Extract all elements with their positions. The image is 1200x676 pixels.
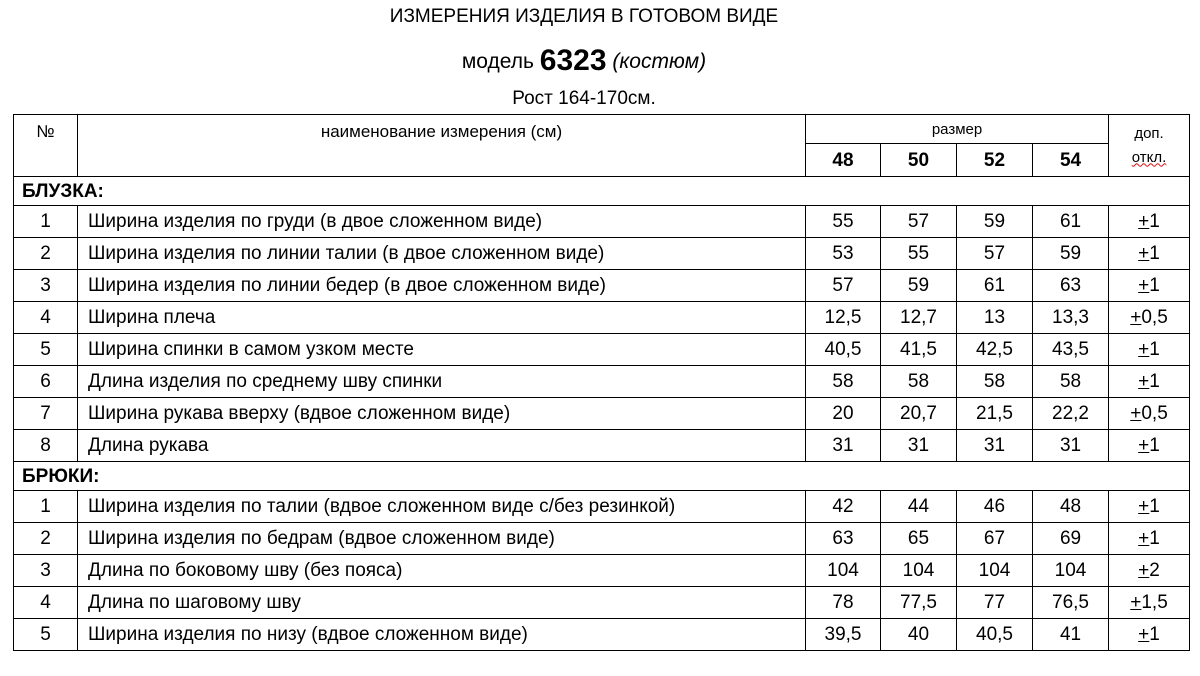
row-number: 1	[14, 206, 78, 238]
table-row	[14, 587, 1190, 619]
measurement-name: Длина рукава	[78, 430, 806, 462]
measurement-name: Длина по шаговому шву	[78, 587, 806, 619]
tolerance-cell	[1109, 587, 1190, 619]
measurement-name: Ширина изделия по линии бедер (в двое сложенном виде)	[78, 270, 806, 302]
page-title: ИЗМЕРЕНИЯ ИЗДЕЛИЯ В ГОТОВОМ ВИДЕ	[389, 6, 779, 27]
table-row	[14, 398, 1190, 430]
tolerance-sign: +	[1138, 528, 1150, 549]
size-54: 54	[1033, 144, 1109, 177]
tolerance-sign: +	[1138, 371, 1150, 392]
size-value-52: 67	[957, 523, 1033, 555]
tolerance-value: 1	[1149, 435, 1160, 456]
size-value-50: 59	[881, 270, 957, 302]
col-header-number: №	[14, 115, 78, 177]
size-value-48: 58	[806, 366, 881, 398]
tolerance-value: 0,5	[1141, 307, 1168, 328]
size-value-54: 59	[1033, 238, 1109, 270]
section-row	[14, 462, 1190, 491]
measurement-name: Длина по боковому шву (без пояса)	[78, 555, 806, 587]
model-label: модель	[461, 50, 534, 73]
size-48: 48	[806, 144, 881, 177]
table-row	[14, 206, 1190, 238]
size-value-50: 58	[881, 366, 957, 398]
size-value-52: 58	[957, 366, 1033, 398]
row-number: 5	[14, 334, 78, 366]
size-value-54: 63	[1033, 270, 1109, 302]
size-value-54: 43,5	[1033, 334, 1109, 366]
tolerance-cell	[1109, 238, 1190, 270]
row-number: 4	[14, 302, 78, 334]
size-value-50: 41,5	[881, 334, 957, 366]
col-header-name: наименование измерения (см)	[78, 115, 806, 177]
size-value-52: 42,5	[957, 334, 1033, 366]
row-number: 8	[14, 430, 78, 462]
section-row	[14, 177, 1190, 206]
tolerance-cell	[1109, 619, 1190, 651]
tolerance-value: 1	[1149, 528, 1160, 549]
row-number: 2	[14, 523, 78, 555]
size-value-50: 40	[881, 619, 957, 651]
tolerance-cell	[1109, 398, 1190, 430]
section-title: БРЮКИ:	[14, 462, 1190, 491]
tolerance-sign: +	[1138, 243, 1150, 264]
col-header-tolerance	[1109, 115, 1190, 177]
row-number: 2	[14, 238, 78, 270]
size-value-48: 57	[806, 270, 881, 302]
tolerance-cell	[1109, 491, 1190, 523]
size-value-52: 59	[957, 206, 1033, 238]
size-value-54: 13,3	[1033, 302, 1109, 334]
tolerance-value: 1,5	[1141, 592, 1168, 613]
size-value-54: 22,2	[1033, 398, 1109, 430]
measurement-name: Ширина изделия по низу (вдвое сложенном виде)	[78, 619, 806, 651]
tolerance-sign: +	[1130, 307, 1142, 328]
size-value-52: 31	[957, 430, 1033, 462]
measurement-name: Ширина плеча	[78, 302, 806, 334]
table-header-row	[14, 115, 1190, 144]
size-value-48: 63	[806, 523, 881, 555]
row-number: 3	[14, 555, 78, 587]
section-title: БЛУЗКА:	[14, 177, 1190, 206]
size-value-54: 48	[1033, 491, 1109, 523]
table-row	[14, 619, 1190, 651]
tolerance-cell	[1109, 270, 1190, 302]
measurement-name: Ширина спинки в самом узком месте	[78, 334, 806, 366]
tolerance-cell	[1109, 302, 1190, 334]
measurement-name: Ширина изделия по груди (в двое сложенном виде)	[78, 206, 806, 238]
size-value-52: 77	[957, 587, 1033, 619]
tolerance-value: 2	[1149, 560, 1160, 581]
tolerance-sign: +	[1138, 496, 1150, 517]
measurement-name: Ширина рукава вверху (вдвое сложенном виде)	[78, 398, 806, 430]
size-value-52: 21,5	[957, 398, 1033, 430]
size-value-48: 55	[806, 206, 881, 238]
size-value-48: 20	[806, 398, 881, 430]
row-number: 6	[14, 366, 78, 398]
tolerance-value: 1	[1149, 371, 1160, 392]
tolerance-sign: +	[1130, 403, 1142, 424]
measurement-name: Ширина изделия по линии талии (в двое сложенном виде)	[78, 238, 806, 270]
table-row	[14, 430, 1190, 462]
tolerance-sign: +	[1130, 592, 1142, 613]
size-value-54: 104	[1033, 555, 1109, 587]
table-row	[14, 334, 1190, 366]
size-value-54: 31	[1033, 430, 1109, 462]
table-row	[14, 238, 1190, 270]
size-value-48: 78	[806, 587, 881, 619]
size-value-52: 40,5	[957, 619, 1033, 651]
size-value-50: 65	[881, 523, 957, 555]
tolerance-cell	[1109, 366, 1190, 398]
tolerance-value: 1	[1149, 275, 1160, 296]
col-header-tolerance-line1: доп.	[1134, 125, 1164, 143]
size-value-48: 104	[806, 555, 881, 587]
size-value-54: 58	[1033, 366, 1109, 398]
tolerance-cell	[1109, 523, 1190, 555]
table-row	[14, 523, 1190, 555]
size-value-54: 76,5	[1033, 587, 1109, 619]
tolerance-cell	[1109, 430, 1190, 462]
measurement-name: Длина изделия по среднему шву спинки	[78, 366, 806, 398]
tolerance-sign: +	[1138, 624, 1150, 645]
measurements-table	[13, 114, 1190, 651]
tolerance-sign: +	[1138, 275, 1150, 296]
tolerance-sign: +	[1138, 560, 1150, 581]
height-range: Рост 164-170см.	[512, 88, 656, 109]
tolerance-value: 1	[1149, 339, 1160, 360]
size-value-50: 77,5	[881, 587, 957, 619]
row-number: 4	[14, 587, 78, 619]
size-value-50: 55	[881, 238, 957, 270]
model-type: (костюм)	[612, 50, 707, 73]
size-value-54: 41	[1033, 619, 1109, 651]
tolerance-value: 1	[1149, 211, 1160, 232]
size-value-52: 104	[957, 555, 1033, 587]
size-value-48: 42	[806, 491, 881, 523]
size-value-48: 39,5	[806, 619, 881, 651]
tolerance-cell	[1109, 555, 1190, 587]
row-number: 1	[14, 491, 78, 523]
col-header-size: размер	[806, 115, 1109, 144]
size-value-48: 53	[806, 238, 881, 270]
col-header-tolerance-line2: откл.	[1131, 148, 1167, 166]
size-value-50: 12,7	[881, 302, 957, 334]
size-value-54: 61	[1033, 206, 1109, 238]
size-value-52: 57	[957, 238, 1033, 270]
size-52: 52	[957, 144, 1033, 177]
size-value-50: 44	[881, 491, 957, 523]
row-number: 3	[14, 270, 78, 302]
tolerance-cell	[1109, 334, 1190, 366]
table-row	[14, 491, 1190, 523]
size-50: 50	[881, 144, 957, 177]
model-number: 6323	[539, 44, 607, 77]
size-value-52: 46	[957, 491, 1033, 523]
size-value-50: 57	[881, 206, 957, 238]
tolerance-value: 1	[1149, 243, 1160, 264]
tolerance-sign: +	[1138, 435, 1150, 456]
size-value-52: 13	[957, 302, 1033, 334]
tolerance-value: 1	[1149, 496, 1160, 517]
table-row	[14, 366, 1190, 398]
table-row	[14, 555, 1190, 587]
tolerance-value: 1	[1149, 624, 1160, 645]
size-value-54: 69	[1033, 523, 1109, 555]
size-value-48: 40,5	[806, 334, 881, 366]
tolerance-sign: +	[1138, 211, 1150, 232]
measurement-name: Ширина изделия по бедрам (вдвое сложенном виде)	[78, 523, 806, 555]
table-row	[14, 302, 1190, 334]
size-value-48: 12,5	[806, 302, 881, 334]
measurement-name: Ширина изделия по талии (вдвое сложенном виде с/без резинкой)	[78, 491, 806, 523]
size-value-50: 20,7	[881, 398, 957, 430]
row-number: 7	[14, 398, 78, 430]
model-line	[0, 44, 1168, 78]
size-value-50: 104	[881, 555, 957, 587]
size-value-48: 31	[806, 430, 881, 462]
tolerance-sign: +	[1138, 339, 1150, 360]
tolerance-value: 0,5	[1141, 403, 1168, 424]
size-value-50: 31	[881, 430, 957, 462]
tolerance-cell	[1109, 206, 1190, 238]
table-row	[14, 270, 1190, 302]
size-value-52: 61	[957, 270, 1033, 302]
row-number: 5	[14, 619, 78, 651]
